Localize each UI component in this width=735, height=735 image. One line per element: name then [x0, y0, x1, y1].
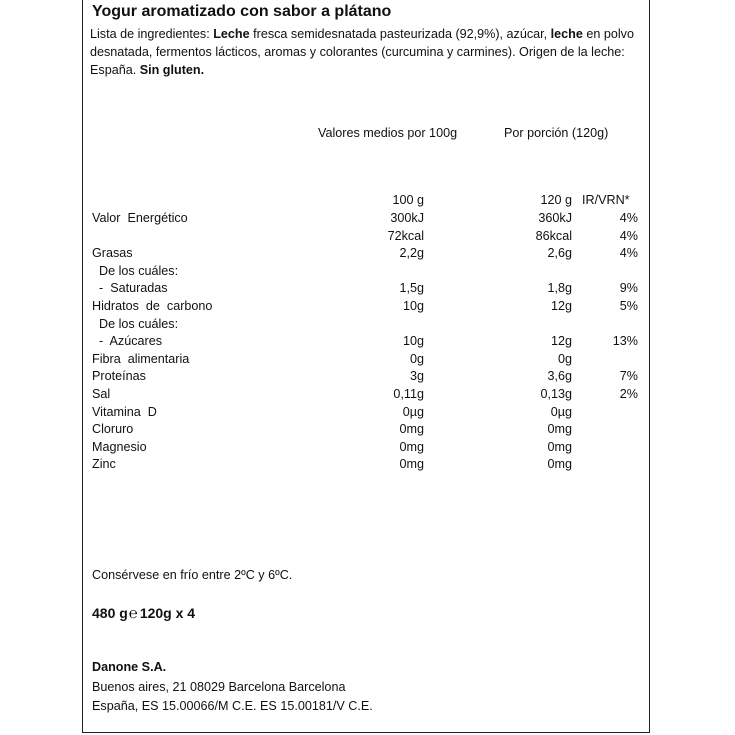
value-per-portion: 12g	[550, 334, 572, 349]
nutrient-label: Sal	[92, 387, 111, 401]
value-per-portion: 0mg	[547, 457, 572, 472]
value-per-portion: 86kcal	[535, 228, 572, 243]
nutrient-label: Valor Energético	[92, 211, 188, 225]
units-row	[0, 193, 735, 211]
value-per-100g: 300kJ	[390, 211, 424, 225]
table-row	[0, 229, 735, 247]
product-title: Yogur aromatizado con sabor a plátano	[92, 3, 392, 20]
value-per-100g: 72kcal	[387, 228, 424, 243]
value-per-portion: 1,8g	[547, 281, 572, 296]
unit-vrn: IR/VRN*	[582, 193, 630, 207]
value-per-portion: 0mg	[547, 422, 572, 437]
table-row	[0, 440, 735, 458]
nutrient-label: - Saturadas	[92, 281, 168, 296]
company-name: Danone S.A.	[92, 660, 167, 674]
header-per-portion: Por porción (120g)	[504, 126, 609, 140]
nutrient-label: Hidratos de carbono	[92, 299, 213, 313]
value-per-portion: 360kJ	[538, 211, 572, 225]
value-vrn: 13%	[612, 334, 638, 349]
value-vrn: 4%	[619, 228, 638, 243]
table-row	[0, 334, 735, 352]
value-per-portion: 12g	[550, 299, 572, 313]
value-per-100g: 0g	[409, 351, 424, 366]
table-row	[0, 299, 735, 317]
value-vrn: 5%	[619, 299, 638, 313]
gluten-free-note: Sin gluten.	[139, 63, 205, 77]
value-per-portion: 0µg	[550, 404, 572, 419]
table-row	[0, 422, 735, 440]
pack-format: 120g x 4	[139, 605, 196, 621]
value-per-100g: 0mg	[399, 457, 424, 472]
value-per-portion: 0g	[557, 351, 572, 366]
unit-100g: 100 g	[392, 193, 424, 207]
table-row	[0, 405, 735, 423]
nutrient-label: De los cuáles:	[92, 263, 179, 278]
value-vrn: 4%	[619, 246, 638, 261]
table-row	[0, 317, 735, 335]
ingredients-prefix: Lista de ingredientes:	[90, 27, 214, 41]
allergen-leche-2: leche	[550, 27, 583, 41]
value-per-100g: 1,5g	[399, 281, 424, 296]
ingredients-part: en polvo desnatada, fermentos lácticos, aromas y colorantes (curcumina y carmines). Origen de la leche: España.	[90, 27, 634, 77]
value-per-portion: 0mg	[547, 439, 572, 454]
value-per-100g: 0,11g	[393, 387, 424, 401]
value-per-portion: 0,13g	[540, 387, 572, 401]
value-vrn: 2%	[619, 387, 638, 401]
value-per-portion: 2,6g	[547, 246, 572, 261]
e-mark-icon: ℮	[128, 605, 138, 622]
value-vrn: 9%	[619, 281, 638, 296]
nutrient-label: Vitamina D	[92, 404, 157, 419]
table-row	[0, 281, 735, 299]
table-row	[0, 457, 735, 475]
table-row	[0, 352, 735, 370]
table-row	[0, 387, 735, 405]
nutrient-label: Magnesio	[92, 439, 147, 454]
value-per-100g: 0mg	[399, 439, 424, 454]
allergen-leche: Leche	[213, 27, 250, 41]
nutrient-label: Proteínas	[92, 369, 146, 384]
header-per-100g: Valores medios por 100g	[318, 126, 458, 140]
value-per-100g: 3g	[409, 369, 424, 384]
value-per-100g: 0µg	[402, 404, 424, 419]
unit-portion: 120 g	[540, 193, 572, 207]
nutrient-label: Grasas	[92, 246, 133, 261]
ingredients-text	[90, 25, 645, 79]
storage-note: Consérvese en frío entre 2ºC y 6ºC.	[92, 568, 293, 582]
value-per-100g: 2,2g	[399, 246, 424, 261]
net-weight	[92, 605, 195, 622]
value-per-100g: 10g	[402, 334, 424, 349]
value-vrn: 7%	[619, 369, 638, 384]
value-per-100g: 10g	[402, 299, 424, 313]
ingredients-part: fresca semidesnatada pasteurizada (92,9%), azúcar,	[249, 27, 551, 41]
company-address: Buenos aires, 21 08029 Barcelona Barcelona	[92, 680, 346, 694]
table-row	[0, 211, 735, 229]
table-row	[0, 264, 735, 282]
nutrient-label: - Azúcares	[92, 334, 162, 349]
nutrient-label: De los cuáles:	[92, 316, 179, 331]
nutrient-label: Fibra alimentaria	[92, 351, 190, 366]
nutrient-label: Cloruro	[92, 422, 134, 437]
value-vrn: 4%	[619, 211, 638, 225]
company-registry: España, ES 15.00066/M C.E. ES 15.00181/V C.E.	[92, 699, 373, 713]
net-weight-value: 480 g	[92, 605, 128, 621]
value-per-100g: 0mg	[399, 422, 424, 437]
value-per-portion: 3,6g	[547, 369, 572, 384]
table-row	[0, 246, 735, 264]
table-row	[0, 369, 735, 387]
nutrient-label: Zinc	[92, 457, 116, 472]
